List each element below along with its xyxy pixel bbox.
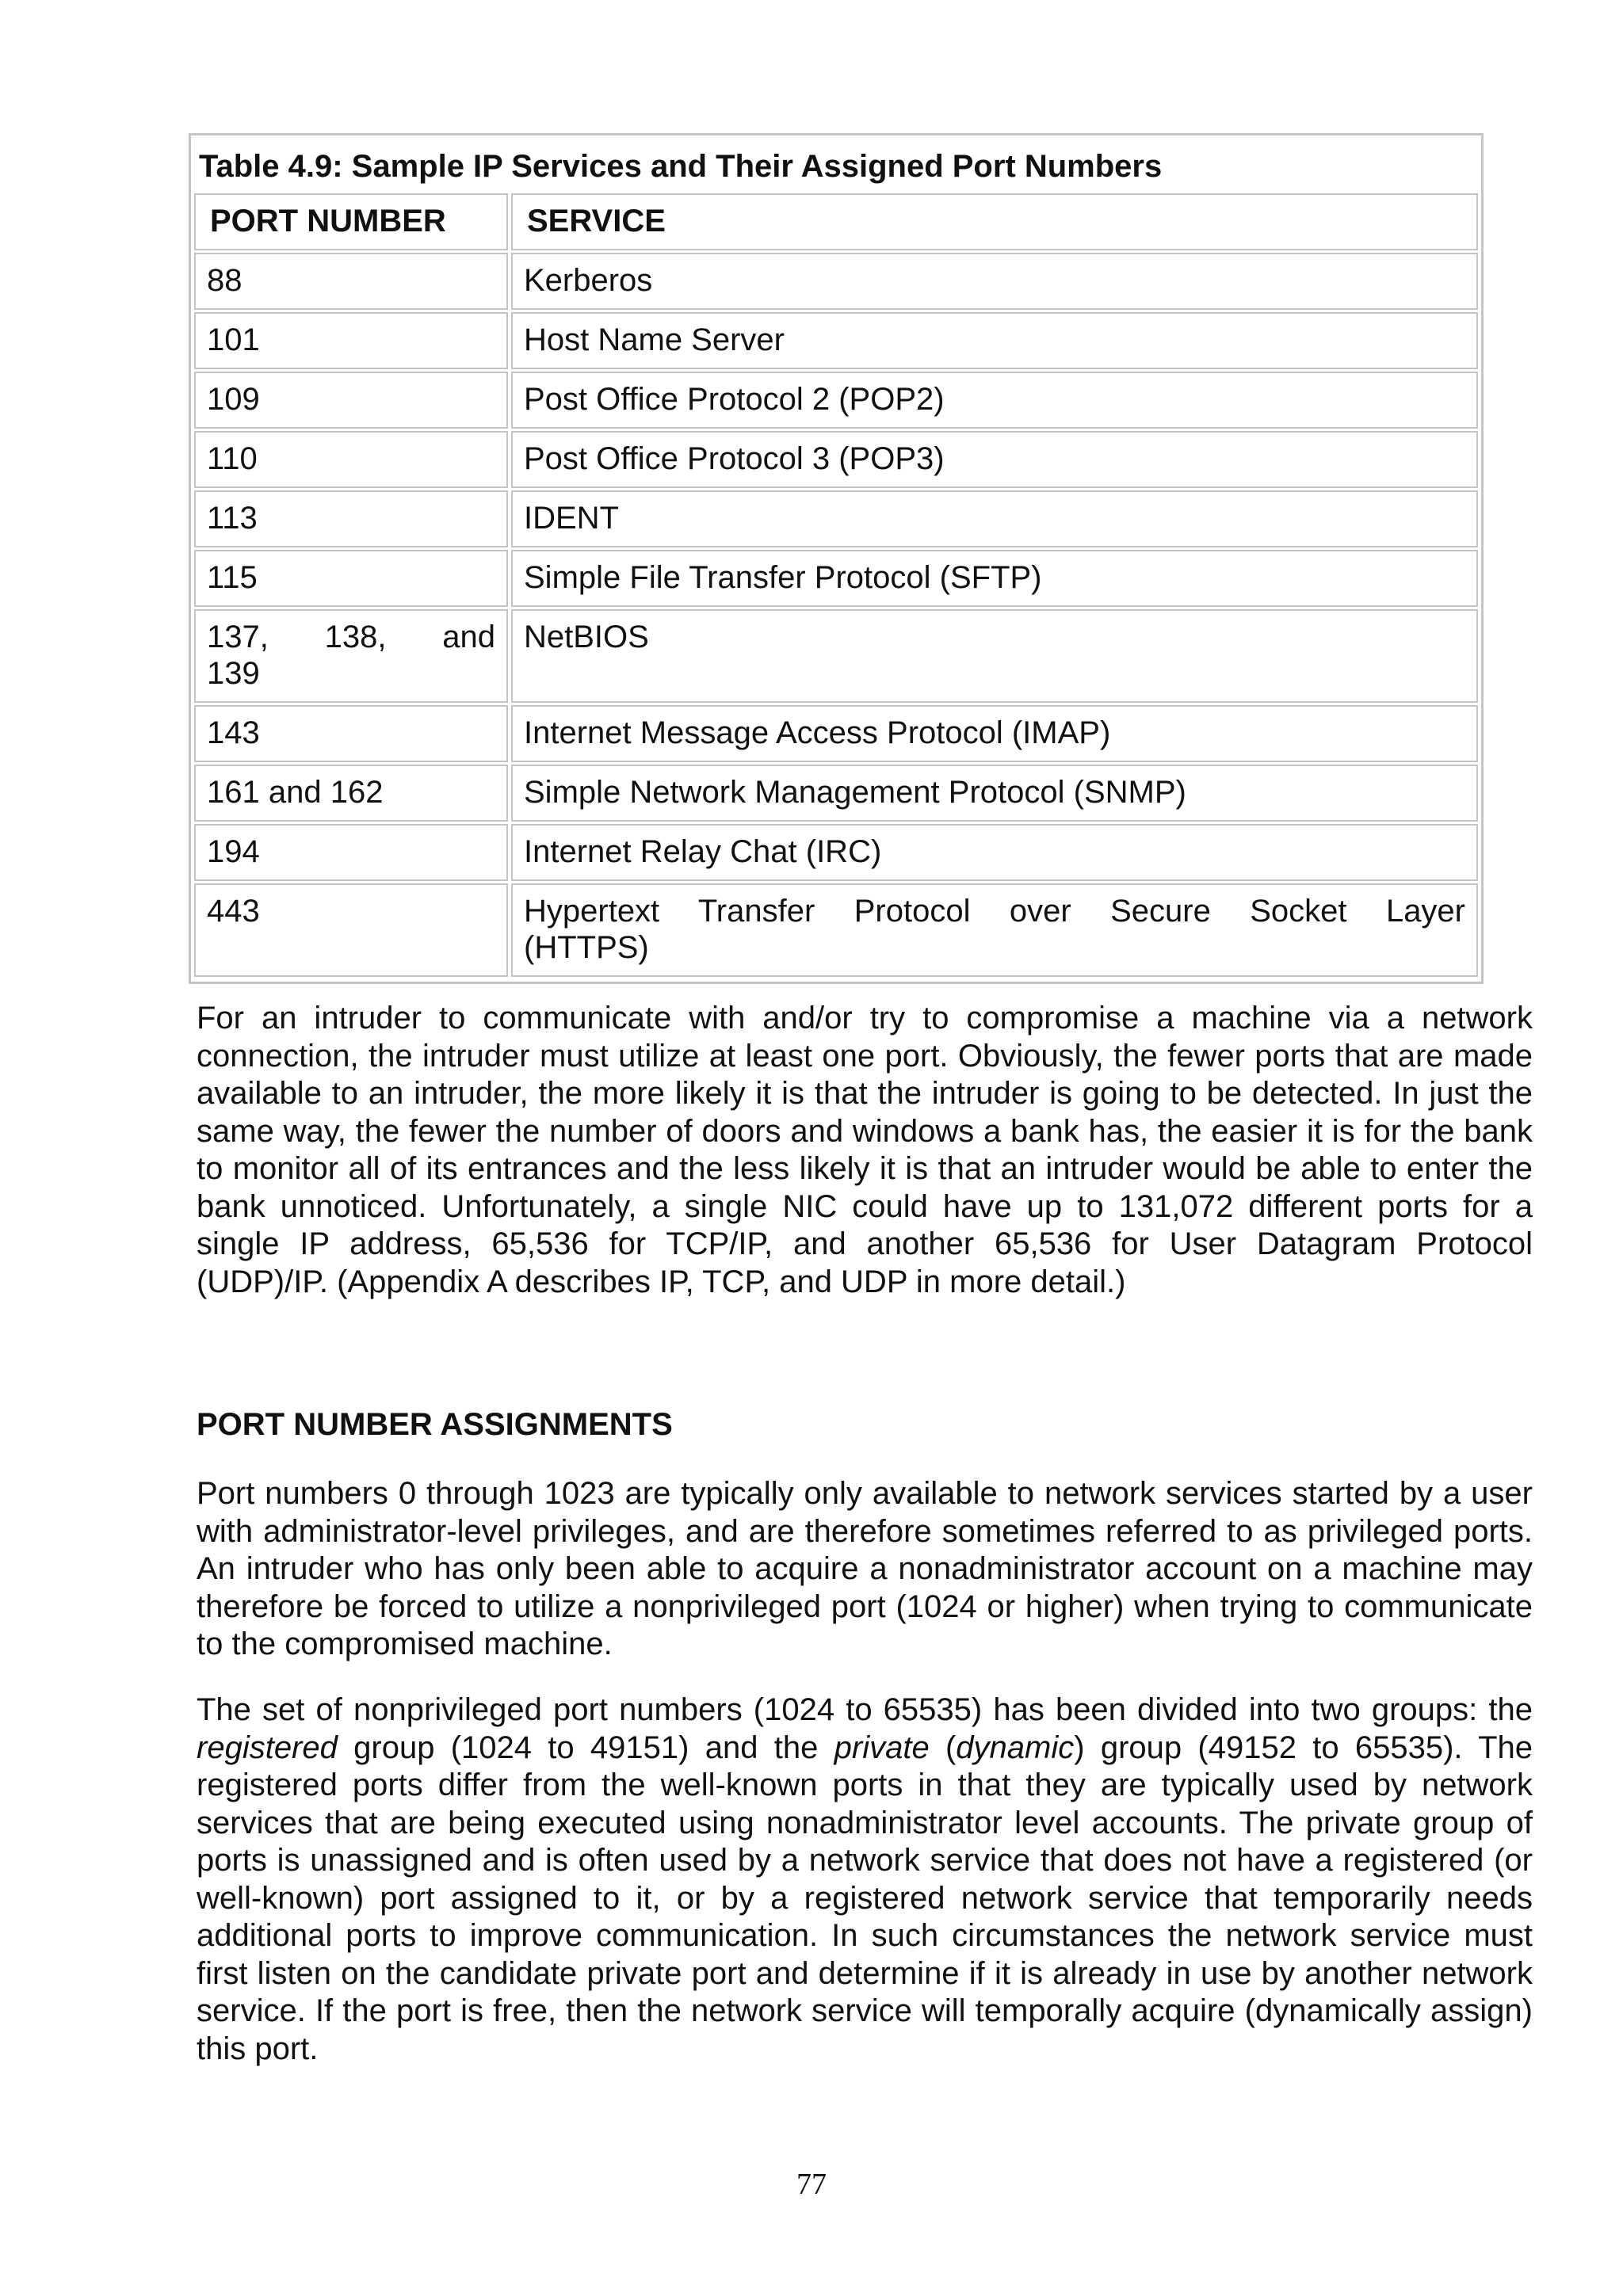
port-cell: 101 (194, 312, 508, 369)
table-row (194, 883, 1478, 977)
para3-emphasis-private: private (834, 1730, 930, 1765)
port-cell: 115 (194, 550, 508, 607)
port-cell-line: 137, 138, and (207, 620, 495, 654)
para3-text: ) group (49152 to 65535). The registered ports differ from the well-known ports in that they are typically used by network services that are being executed using nonadministrator level accounts. The private group of ports is unassigned and is often used by a network service that does not have a registered (or well-known) port assigned to it, or by a registered network service that temporarily needs additional ports to improve communication. In such circumstances the network service must first listen on the candidate private port and determine if it is already in use by another network service. If the port is free, then the network service will temporally acquire (dynamically assign) this port. (197, 1730, 1533, 2066)
table-row (194, 431, 1478, 488)
table-row (194, 824, 1478, 881)
port-cell: 143 (194, 705, 508, 762)
para3-emphasis-registered: registered (197, 1730, 338, 1765)
page-number: 77 (796, 2168, 827, 2201)
port-cell: 443 (194, 883, 508, 977)
service-cell: Internet Relay Chat (IRC) (511, 824, 1478, 881)
service-cell: Post Office Protocol 2 (POP2) (511, 372, 1478, 429)
table-row (194, 490, 1478, 547)
service-cell: Internet Message Access Protocol (IMAP) (511, 705, 1478, 762)
table-row (194, 705, 1478, 762)
table-caption: Table 4.9: Sample IP Services and Their Assigned Port Numbers (199, 149, 1163, 184)
table-row (194, 253, 1478, 310)
service-cell: Kerberos (511, 253, 1478, 310)
port-cell: 109 (194, 372, 508, 429)
port-cell: 113 (194, 490, 508, 547)
header-port-number: PORT NUMBER (194, 193, 508, 250)
port-cell: 88 (194, 253, 508, 310)
port-cell-line: 139 (207, 656, 260, 691)
service-cell-line: (HTTPS) (524, 930, 649, 965)
port-cell: 161 and 162 (194, 765, 508, 822)
service-cell: Simple File Transfer Protocol (SFTP) (511, 550, 1478, 607)
section-heading: PORT NUMBER ASSIGNMENTS (197, 1407, 673, 1442)
service-cell: Host Name Server (511, 312, 1478, 369)
body-paragraph-3 (197, 1691, 1533, 2068)
header-service: SERVICE (511, 193, 1478, 250)
service-cell (511, 883, 1478, 977)
table-row (194, 312, 1478, 369)
body-paragraph-2: Port numbers 0 through 1023 are typically only available to network services started by a user with administrator-level privileges, and are therefore sometimes referred to as privileged ports. An intruder who has only been able to acquire a nonadministrator account on a machine may therefore be forced to utilize a nonprivileged port (1024 or higher) when trying to communicate to the compromised machine. (197, 1476, 1533, 1661)
service-cell: IDENT (511, 490, 1478, 547)
para3-emphasis-dynamic: dynamic (956, 1730, 1075, 1765)
service-cell: NetBIOS (511, 609, 1478, 703)
service-cell: Simple Network Management Protocol (SNMP) (511, 765, 1478, 822)
para3-text: group (1024 to 49151) and the (337, 1730, 834, 1765)
para3-text: The set of nonprivileged port numbers (1024 to 65535) has been divided into two groups: the (197, 1692, 1533, 1727)
port-cell: 194 (194, 824, 508, 881)
port-services-table (189, 133, 1484, 984)
table-row (194, 550, 1478, 607)
port-cell (194, 609, 508, 703)
body-paragraph-1: For an intruder to communicate with and/or try to compromise a machine via a network connection, the intruder must utilize at least one port. Obviously, the fewer ports that are made available to an intruder, the more likely it is that the intruder is going to be detected. In just the same way, the fewer the number of doors and windows a bank has, the easier it is for the bank to monitor all of its entrances and the less likely it is that an intruder would be able to enter the bank unnoticed. Unfortunately, a single NIC could have up to 131,072 different ports for a single IP address, 65,536 for TCP/IP, and another 65,536 for User Datagram Protocol (UDP)/IP. (Appendix A describes IP, TCP, and UDP in more detail.) (197, 1001, 1533, 1299)
service-cell: Post Office Protocol 3 (POP3) (511, 431, 1478, 488)
para3-text: ( (929, 1730, 957, 1765)
service-cell-line: Hypertext Transfer Protocol over Secure Socket Layer (524, 894, 1465, 929)
port-cell: 110 (194, 431, 508, 488)
table-row (194, 372, 1478, 429)
table-header-row (194, 193, 1478, 250)
table-row (194, 765, 1478, 822)
table-row (194, 609, 1478, 703)
